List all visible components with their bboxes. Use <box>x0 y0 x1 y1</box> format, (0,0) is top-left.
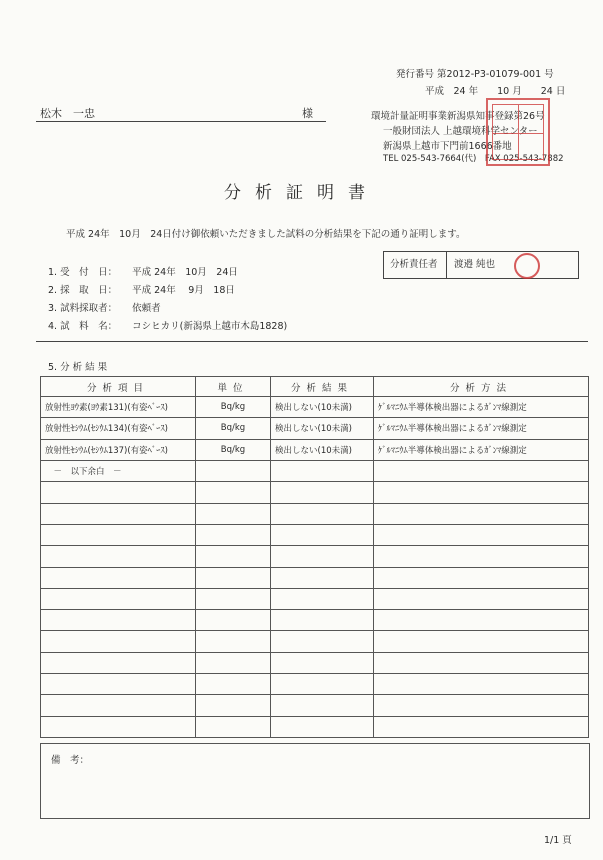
cell-item: 放射性ｾｼｳﾑ(ｾｼｳﾑ137)(有姿ﾍﾞｰｽ) <box>41 439 196 460</box>
cell-result <box>271 482 374 503</box>
cell-result <box>271 695 374 716</box>
table-row <box>41 716 589 737</box>
table-row <box>41 439 589 460</box>
header-result: 分析結果 <box>271 377 374 397</box>
cell-unit <box>196 631 271 652</box>
cell-method <box>374 716 589 737</box>
table-row <box>41 503 589 524</box>
cell-result <box>271 674 374 695</box>
cell-item <box>41 524 196 545</box>
cell-result: 検出しない(10未満) <box>271 418 374 439</box>
cell-unit <box>196 460 271 481</box>
issuer-line-2: 一般財団法人 上越環境科学センター <box>383 126 538 137</box>
issuer-line-4: TEL 025-543-7664(代) FAX 025-543-7882 <box>383 154 564 164</box>
cell-result: 検出しない(10未満) <box>271 397 374 418</box>
cell-item <box>41 503 196 524</box>
cell-method: ｹﾞﾙﾏﾆｳﾑ半導体検出器によるｶﾞﾝﾏ線測定 <box>374 418 589 439</box>
responsible-name: 渡邉 純也 <box>454 259 496 270</box>
company-seal-stamp <box>486 98 550 166</box>
header-method: 分析方法 <box>374 377 589 397</box>
table-row <box>41 567 589 588</box>
cell-unit <box>196 524 271 545</box>
cell-method <box>374 610 589 631</box>
cell-item: 放射性ﾖｳ素(ﾖｳ素131)(有姿ﾍﾞｰｽ) <box>41 397 196 418</box>
cell-result <box>271 610 374 631</box>
cell-method <box>374 524 589 545</box>
cell-result <box>271 652 374 673</box>
table-row <box>41 631 589 652</box>
cell-method <box>374 674 589 695</box>
recipient-honorific: 様 <box>302 107 313 120</box>
cell-unit <box>196 716 271 737</box>
cell-method <box>374 460 589 481</box>
results-table <box>40 376 589 738</box>
cell-method <box>374 482 589 503</box>
intro-text: 平成 24年 10月 24日付け御依頼いただきました試料の分析結果を下記の通り証明します。 <box>66 229 466 240</box>
cell-unit <box>196 652 271 673</box>
item-sampler: 3. 試料採取者： 依頼者 <box>48 303 161 314</box>
issue-date: 平成 24 年 10 月 24 日 <box>425 86 566 97</box>
table-row <box>41 482 589 503</box>
cell-unit <box>196 503 271 524</box>
cell-unit <box>196 610 271 631</box>
table-row <box>41 652 589 673</box>
cell-method <box>374 631 589 652</box>
cell-item <box>41 610 196 631</box>
cell-method <box>374 695 589 716</box>
cell-unit: Bq/kg <box>196 439 271 460</box>
cell-method <box>374 588 589 609</box>
table-row <box>41 588 589 609</box>
remarks-box <box>40 743 590 819</box>
table-row <box>41 610 589 631</box>
issue-number: 発行番号 第2012-P3-01079-001 号 <box>396 69 554 80</box>
cell-method <box>374 503 589 524</box>
cell-unit <box>196 546 271 567</box>
table-row <box>41 524 589 545</box>
cell-item <box>41 674 196 695</box>
responsible-label: 分析責任者 <box>390 259 438 270</box>
item-sampling-date: 2. 採 取 日： 平成 24年 9月 18日 <box>48 285 235 296</box>
cell-result: 検出しない(10未満) <box>271 439 374 460</box>
responsible-divider <box>446 252 447 278</box>
table-row <box>41 674 589 695</box>
cell-item <box>41 482 196 503</box>
cell-unit: Bq/kg <box>196 397 271 418</box>
cell-method: ｹﾞﾙﾏﾆｳﾑ半導体検出器によるｶﾞﾝﾏ線測定 <box>374 439 589 460</box>
cell-item <box>41 631 196 652</box>
cell-unit <box>196 588 271 609</box>
responsible-box <box>383 251 579 279</box>
cell-result <box>271 567 374 588</box>
table-row <box>41 695 589 716</box>
item-receipt-date: 1. 受 付 日： 平成 24年 10月 24日 <box>48 267 238 278</box>
table-row <box>41 460 589 481</box>
cell-method <box>374 567 589 588</box>
cell-unit <box>196 567 271 588</box>
cell-item: － 以下余白 － <box>41 460 196 481</box>
recipient-underline <box>36 121 326 122</box>
cell-method <box>374 652 589 673</box>
cell-unit <box>196 695 271 716</box>
remarks-label: 備 考： <box>51 755 90 766</box>
cell-result <box>271 631 374 652</box>
cell-item <box>41 546 196 567</box>
cell-unit <box>196 482 271 503</box>
cell-result <box>271 503 374 524</box>
table-row <box>41 418 589 439</box>
results-heading: 5. 分 析 結 果 <box>48 362 108 373</box>
cell-item: 放射性ｾｼｳﾑ(ｾｼｳﾑ134)(有姿ﾍﾞｰｽ) <box>41 418 196 439</box>
issuer-line-3: 新潟県上越市下門前1666番地 <box>383 141 512 152</box>
table-row <box>41 546 589 567</box>
cell-item <box>41 652 196 673</box>
cell-item <box>41 567 196 588</box>
issuer-line-1: 環境計量証明事業新潟県知事登録第26号 <box>371 111 545 122</box>
recipient-name: 松木 一忠 <box>40 107 95 120</box>
cell-item <box>41 588 196 609</box>
cell-result <box>271 588 374 609</box>
cell-method <box>374 546 589 567</box>
cell-result <box>271 460 374 481</box>
document-title: 分析証明書 <box>224 183 379 203</box>
cell-unit <box>196 674 271 695</box>
cell-result <box>271 716 374 737</box>
page-number: 1/1 頁 <box>544 835 572 846</box>
header-unit: 単位 <box>196 377 271 397</box>
cell-item <box>41 695 196 716</box>
header-item: 分析項目 <box>41 377 196 397</box>
cell-result <box>271 546 374 567</box>
cell-result <box>271 524 374 545</box>
section-divider <box>36 341 588 342</box>
personal-seal-stamp <box>514 253 540 279</box>
cell-method: ｹﾞﾙﾏﾆｳﾑ半導体検出器によるｶﾞﾝﾏ線測定 <box>374 397 589 418</box>
cell-unit: Bq/kg <box>196 418 271 439</box>
item-sample-name: 4. 試 料 名： コシヒカリ(新潟県上越市木島1828) <box>48 321 288 332</box>
cell-item <box>41 716 196 737</box>
table-header-row <box>41 377 589 397</box>
table-row <box>41 397 589 418</box>
